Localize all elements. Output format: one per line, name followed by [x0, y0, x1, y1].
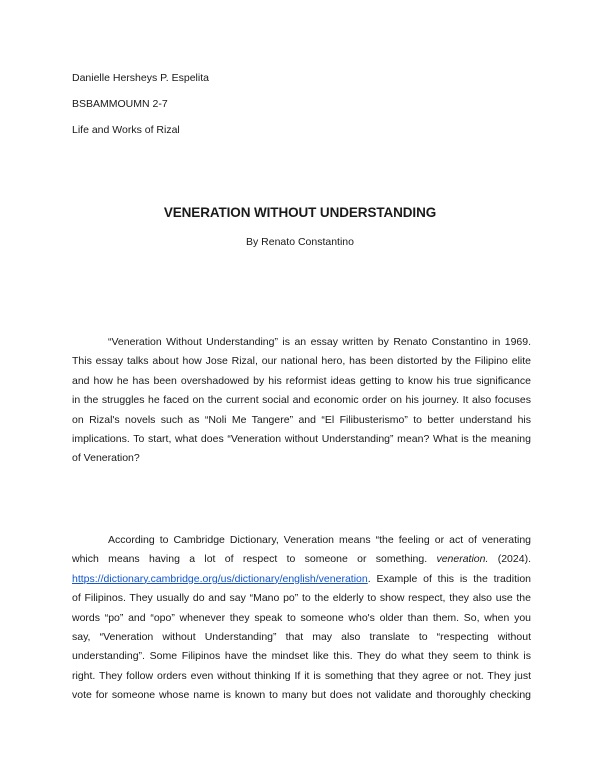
- paragraph-line: which means having a lot of respect to someone or something. veneration. (2024).: [72, 553, 531, 566]
- paragraph-line: “Veneration Without Understanding” is an essay written by Renato Constantino in 1969.: [108, 336, 531, 348]
- paragraph-line: and how he has been overshadowed by his reformist ideas getting to know his true significance: [72, 374, 531, 387]
- paragraph-line: https://dictionary.cambridge.org/us/dictionary/english/veneration. Example of this is the tradition: [72, 572, 531, 585]
- course-title: Life and Works of Rizal: [72, 124, 180, 136]
- student-section: BSBAMMOUMN 2-7: [72, 98, 168, 110]
- essay-author: By Renato Constantino: [246, 236, 354, 248]
- paragraph-line: words “po” and “opo” whenever they speak to someone who's older than them. So, when you: [72, 611, 531, 624]
- student-name: Danielle Hersheys P. Espelita: [72, 72, 209, 84]
- cambridge-dictionary-link[interactable]: https://dictionary.cambridge.org/us/dictionary/english/veneration: [72, 572, 368, 585]
- paragraph-line: of Filipinos. They usually do and say “Mano po” to the elderly to show respect, they also use the: [72, 592, 531, 605]
- paragraph-line: implications. To start, what does “Veneration without Understanding” mean? What is the meaning: [72, 433, 531, 446]
- paragraph-line: According to Cambridge Dictionary, Veneration means “the feeling or act of venerating: [108, 534, 531, 546]
- paragraph-intro: [72, 333, 531, 469]
- paragraph-line: in the struggles he faced on the current social and economic order on his journey. It also focuses: [72, 394, 531, 407]
- paragraph-line: say, “Veneration without Understanding” that may also translate to “respecting without: [72, 631, 531, 644]
- paragraph-line: on Rizal's novels such as “Noli Me Tangere” and “El Filibusterismo” to better understand his: [72, 413, 531, 426]
- paragraph-line: right. They follow orders even without thinking If it is something that they agree or not. They just: [72, 669, 531, 682]
- paragraph-definition: [72, 531, 531, 706]
- paragraph-line: of Veneration?: [72, 452, 140, 465]
- italic-term: veneration.: [436, 553, 489, 566]
- paragraph-line: vote for someone whose name is known to many but does not validate and thoroughly checking: [72, 689, 531, 702]
- paragraph-line: This essay talks about how Jose Rizal, our national hero, has been distorted by the Filipino elite: [72, 355, 531, 368]
- essay-title: VENERATION WITHOUT UNDERSTANDING: [163, 205, 437, 220]
- paragraph-line: understanding”. Some Filipinos have the mindset like this. They do what they seem to think is: [72, 650, 531, 663]
